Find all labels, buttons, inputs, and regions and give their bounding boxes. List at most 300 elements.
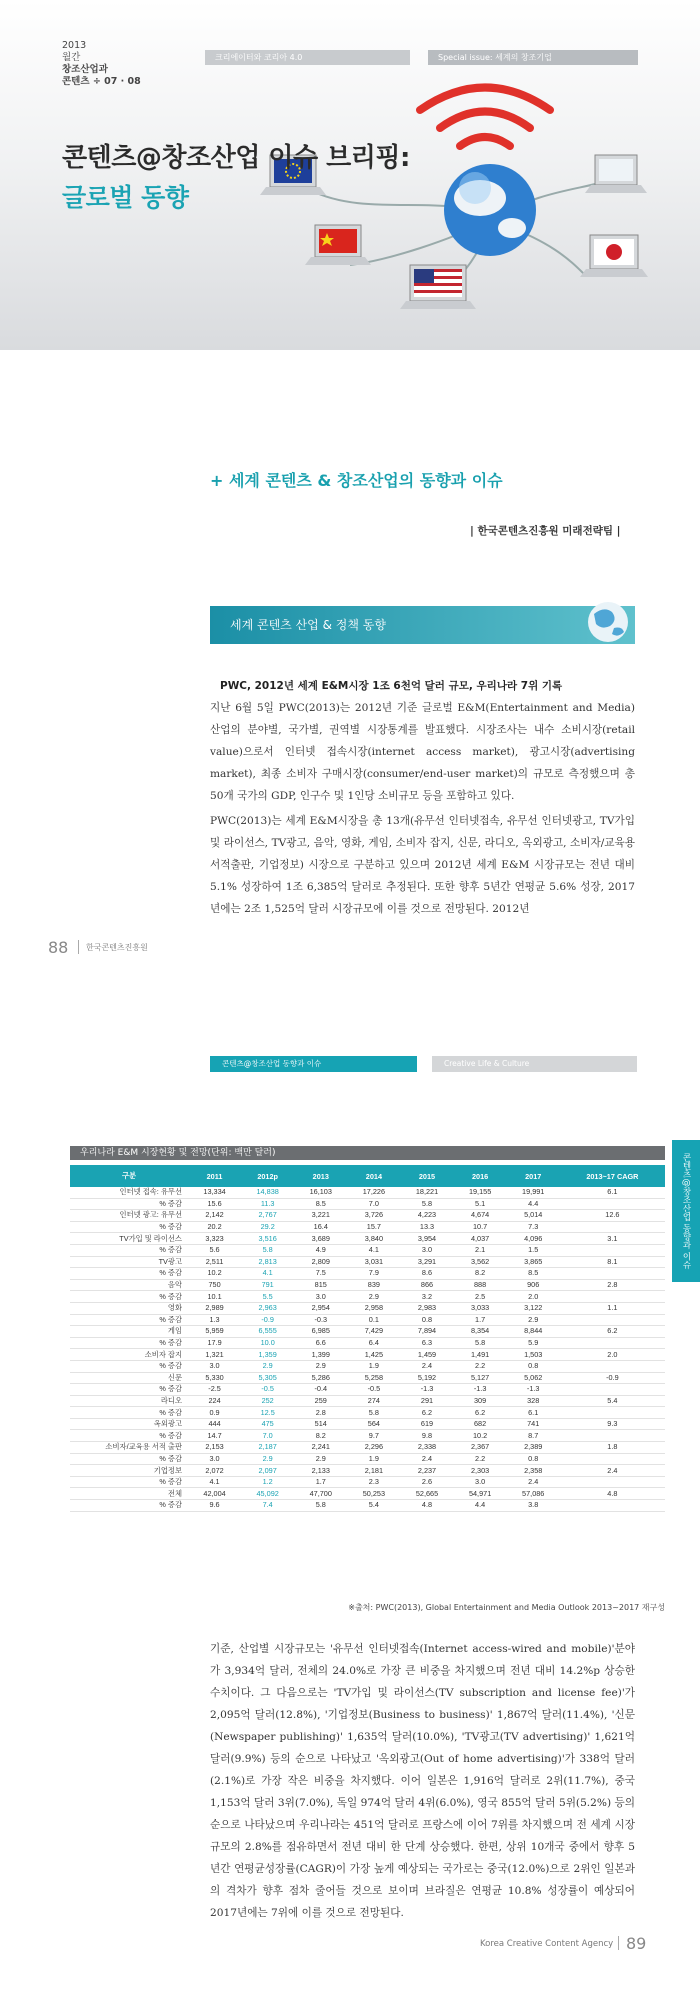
table-cell: 5.1 [454, 1198, 507, 1210]
table-cell: 5,330 [188, 1372, 241, 1384]
table-row [70, 1210, 665, 1222]
table-cell: 9.6 [188, 1500, 241, 1512]
table-header-cell: 2013~17 CAGR [560, 1165, 665, 1187]
table-cell: 3,323 [188, 1233, 241, 1245]
table-cell: -0.3 [294, 1314, 347, 1326]
table-row [70, 1221, 665, 1233]
side-tab-label: 콘텐츠@창조산업 동향과 이슈 [681, 1153, 691, 1269]
table-row [70, 1244, 665, 1256]
table-cell: 5.8 [454, 1337, 507, 1349]
footer-divider [618, 1936, 619, 1950]
table-header-cell: 2012p [241, 1165, 294, 1187]
table-cell: 0.1 [347, 1314, 400, 1326]
table-cell: 3,516 [241, 1233, 294, 1245]
table-cell: 2,241 [294, 1442, 347, 1454]
table-cell: 7.0 [241, 1430, 294, 1442]
table-cell [560, 1500, 665, 1512]
article-subtitle: 글로벌 동향 [62, 183, 189, 212]
table-cell: 4.8 [560, 1488, 665, 1500]
table-cell: 5.9 [507, 1337, 560, 1349]
table-cell: 4.8 [400, 1500, 453, 1512]
table-cell: 2,142 [188, 1210, 241, 1222]
table-cell: 8,354 [454, 1326, 507, 1338]
table-cell: 274 [347, 1395, 400, 1407]
table-cell: 12.5 [241, 1407, 294, 1419]
section-heading: + 세계 콘텐츠 & 창조산업의 동향과 이슈 [210, 471, 503, 490]
market-table [70, 1165, 665, 1512]
table-cell: 750 [188, 1279, 241, 1291]
paragraph-3: 기준, 산업별 시장규모는 '유무선 인터넷접속(Internet access-wired and mobile)'분야가 3,934억 달러, 전체의 24.0%로 가장 큰 비중을 차지했으며 전년 대비 14.2%p 상승한 수치이다. 그 다음으로는 'TV가입 및 라이선스(TV subscription and license fee)'가 2,095억 달러(12.8%), '기업정보(Business to business)' 1,867억 달러(11.4%), '신문(Newspaper publishing)' 1,635억 달러(10.0%), 'TV광고(TV advertising)' 1,621억 달러(9.9%) 등의 순으로 나타났고 '옥외광고(Out of home advertising)'가 338억 달러(2.1%)로 가장 작은 비중을 차지했다. 이어 일본은 1,916억 달러로 2위(11.7%), 중국 1,153억 달러 3위(7.0%), 독일 974억 달러 4위(6.0%), 영국 855억 달러 5위(5.2%) 등의 순으로 나타났으며 우리나라는 451억 달러로 프랑스에 이어 7위를 차지했으며 전 세계 시장규모의 2.8%를 점유하면서 전년 대비 한 단계 상승했다. 한편, 상위 10개국 중에서 향후 5년간 연평균성장률(CAGR)이 가장 높게 예상되는 국가로는 중국(12.0%)으로 2위인 일본과의 격차가 향후 점차 줄어들 것으로 보이며 브라질은 연평균 10.8% 성장률이 예상되어 2017년에는 7위에 이를 것으로 전망된다. [210, 1643, 635, 1919]
table-row [70, 1268, 665, 1280]
table-cell: 15.6 [188, 1198, 241, 1210]
table-row-label: % 증감 [70, 1453, 188, 1465]
table-cell [560, 1337, 665, 1349]
china-flag-laptop-icon [305, 225, 371, 265]
table-cell: 8.2 [294, 1430, 347, 1442]
table-row-label: TV광고 [70, 1256, 188, 1268]
table-cell [560, 1198, 665, 1210]
table-cell: 7,429 [347, 1326, 400, 1338]
table-cell: 15.7 [347, 1221, 400, 1233]
table-cell: 2,989 [188, 1302, 241, 1314]
table-cell: 6.1 [560, 1187, 665, 1198]
table-cell: 1.3 [188, 1314, 241, 1326]
table-cell: 839 [347, 1279, 400, 1291]
table-cell: -1.3 [454, 1384, 507, 1396]
table-cell: -2.5 [188, 1384, 241, 1396]
table-cell: 16,103 [294, 1187, 347, 1198]
table-row-label: % 증감 [70, 1360, 188, 1372]
table-cell: 3,954 [400, 1233, 453, 1245]
table-row-label: % 증감 [70, 1430, 188, 1442]
table-cell: 1.7 [294, 1476, 347, 1488]
table-cell: 2,237 [400, 1465, 453, 1477]
table-cell: 4,223 [400, 1210, 453, 1222]
table-row-label: % 증감 [70, 1476, 188, 1488]
table-cell: 3,221 [294, 1210, 347, 1222]
issue-year: 2013 [62, 40, 87, 51]
table-cell: 3,122 [507, 1302, 560, 1314]
table-row-label: 기업정보 [70, 1465, 188, 1477]
table-cell: 18,221 [400, 1187, 453, 1198]
globe-icon [444, 164, 536, 256]
table-cell: 6.1 [507, 1407, 560, 1419]
table-cell: -1.3 [507, 1384, 560, 1396]
table-cell: 5,286 [294, 1372, 347, 1384]
issue-meta [62, 40, 141, 88]
table-cell: 2.2 [454, 1360, 507, 1372]
table-cell: 5.4 [560, 1395, 665, 1407]
page-number-88: 88 [48, 938, 69, 957]
table-cell: -1.3 [400, 1384, 453, 1396]
table-row-label: % 증감 [70, 1384, 188, 1396]
table-cell: 45,092 [241, 1488, 294, 1500]
article-title: 콘텐츠@창조산업 이슈 브리핑: [62, 143, 410, 173]
table-cell: 224 [188, 1395, 241, 1407]
table-cell: 1,425 [347, 1349, 400, 1361]
table-row-label: 신문 [70, 1372, 188, 1384]
table-cell: 12.6 [560, 1210, 665, 1222]
network-illustration [250, 70, 680, 320]
table-cell: 3,840 [347, 1233, 400, 1245]
table-cell: 3,726 [347, 1210, 400, 1222]
table-cell: 3,865 [507, 1256, 560, 1268]
table-cell: 8.5 [294, 1198, 347, 1210]
table-row-label: 영화 [70, 1302, 188, 1314]
table-cell: 2.9 [294, 1453, 347, 1465]
table-row [70, 1233, 665, 1245]
table-cell: 2.4 [400, 1453, 453, 1465]
table-cell: 4.1 [188, 1476, 241, 1488]
table-cell: 2,954 [294, 1302, 347, 1314]
table-cell: 1,503 [507, 1349, 560, 1361]
table-row [70, 1337, 665, 1349]
table-cell: 4.1 [241, 1268, 294, 1280]
table-cell: 2,963 [241, 1302, 294, 1314]
table-row-label: % 증감 [70, 1407, 188, 1419]
table-cell: 9.7 [347, 1430, 400, 1442]
table-cell: 2.0 [507, 1291, 560, 1303]
table-cell: 3.0 [400, 1244, 453, 1256]
table-cell: 7,894 [400, 1326, 453, 1338]
table-cell: 619 [400, 1418, 453, 1430]
table-cell: 2.0 [560, 1349, 665, 1361]
table-cell: 1.1 [560, 1302, 665, 1314]
table-cell: 4.4 [507, 1198, 560, 1210]
table-cell: 5.8 [241, 1244, 294, 1256]
table-cell: 1.5 [507, 1244, 560, 1256]
table-row [70, 1500, 665, 1512]
table-cell: 16.4 [294, 1221, 347, 1233]
table-cell: 815 [294, 1279, 347, 1291]
table-cell: 8.1 [560, 1256, 665, 1268]
table-cell: 2,983 [400, 1302, 453, 1314]
table-cell: 4,096 [507, 1233, 560, 1245]
table-cell [560, 1291, 665, 1303]
table-cell [560, 1244, 665, 1256]
table-row-label: TV가입 및 라이선스 [70, 1233, 188, 1245]
table-row-label: 라디오 [70, 1395, 188, 1407]
table-cell: 5,192 [400, 1372, 453, 1384]
table-cell: -0.9 [560, 1372, 665, 1384]
table-cell: 19,991 [507, 1187, 560, 1198]
table-cell: 6.6 [294, 1337, 347, 1349]
table-row-label: % 증감 [70, 1198, 188, 1210]
table-header-cell: 2011 [188, 1165, 241, 1187]
table-cell: 2,181 [347, 1465, 400, 1477]
table-row-label: % 증감 [70, 1291, 188, 1303]
table-cell: 2,358 [507, 1465, 560, 1477]
page-number-89: 89 [626, 1934, 647, 1953]
table-cell: 5,014 [507, 1210, 560, 1222]
table-cell [560, 1221, 665, 1233]
table-cell: 29.2 [241, 1221, 294, 1233]
table-cell: 5,127 [454, 1372, 507, 1384]
table-row [70, 1187, 665, 1198]
table-row [70, 1279, 665, 1291]
table-cell: 8.6 [400, 1268, 453, 1280]
topic-banner-label: 세계 콘텐츠 산업 & 정책 동향 [230, 618, 386, 632]
table-cell: 5.8 [400, 1198, 453, 1210]
table-cell: 8.7 [507, 1430, 560, 1442]
table-row-label: % 증감 [70, 1268, 188, 1280]
table-cell: 1,359 [241, 1349, 294, 1361]
table-cell: 4.9 [294, 1244, 347, 1256]
table-cell: 5.8 [347, 1407, 400, 1419]
table-cell: 52,665 [400, 1488, 453, 1500]
table-cell: 5.8 [294, 1500, 347, 1512]
table-row [70, 1488, 665, 1500]
author-line: | 한국콘텐츠진흥원 미래전략팀 | [470, 525, 621, 537]
table-row [70, 1291, 665, 1303]
table-cell: 4,674 [454, 1210, 507, 1222]
table-row [70, 1314, 665, 1326]
table-cell: 2.4 [507, 1476, 560, 1488]
table-cell: 9.8 [400, 1430, 453, 1442]
table-cell: 682 [454, 1418, 507, 1430]
banner-globe-icon [576, 596, 636, 646]
issue-line1: 월간 [62, 52, 81, 63]
table-cell: 888 [454, 1279, 507, 1291]
table-cell: 1,459 [400, 1349, 453, 1361]
subheading: PWC, 2012년 세계 E&M시장 1조 6천억 달러 규모, 우리나라 7위 기록 [220, 680, 563, 692]
table-row [70, 1326, 665, 1338]
paragraph-2: PWC(2013)는 세계 E&M시장을 총 13개(유무선 인터넷접속, 유무선 인터넷광고, TV가입 및 라이선스, TV광고, 음악, 영화, 게임, 소비자 잡지, 신문, 라디오, 옥외광고, 소비자/교육용 서적출판, 기업정보) 시장으로 구분하고 있으며 2012년 세계 E&M 시장규모는 전년 대비 5.1% 성장하여 1조 6,385억 달러로 추정된다. 또한 향후 5년간 연평균 5.6% 성장, 2017년에는 2조 1,525억 달러 시장규모에 이를 것으로 전망된다. 2012년 [210, 815, 635, 915]
table-row [70, 1418, 665, 1430]
table-cell [560, 1360, 665, 1372]
table-row-label: 음악 [70, 1279, 188, 1291]
table-cell: 2,511 [188, 1256, 241, 1268]
table-cell: 0.8 [507, 1360, 560, 1372]
table-row [70, 1476, 665, 1488]
japan-flag-laptop-icon [580, 235, 648, 277]
table-cell: 514 [294, 1418, 347, 1430]
table-cell: -0.5 [241, 1384, 294, 1396]
table-cell: 10.7 [454, 1221, 507, 1233]
table-cell [560, 1314, 665, 1326]
table-cell: 2.6 [400, 1476, 453, 1488]
table-row [70, 1256, 665, 1268]
table-cell: 17.9 [188, 1337, 241, 1349]
wifi-signal-icon [420, 88, 550, 147]
table-cell: 2,767 [241, 1210, 294, 1222]
table-cell: 6.2 [560, 1326, 665, 1338]
table-cell: 259 [294, 1395, 347, 1407]
table-row-label: % 증감 [70, 1337, 188, 1349]
table-cell: 7.3 [507, 1221, 560, 1233]
table-cell: 2.5 [454, 1291, 507, 1303]
table-cell: 741 [507, 1418, 560, 1430]
table-row [70, 1395, 665, 1407]
table-cell: 6.3 [400, 1337, 453, 1349]
table-cell: 2.4 [560, 1465, 665, 1477]
table-cell: 7.4 [241, 1500, 294, 1512]
table-cell: 309 [454, 1395, 507, 1407]
table-cell: 3.2 [400, 1291, 453, 1303]
table-row-label: 소비자 잡지 [70, 1349, 188, 1361]
laptop-icon [585, 155, 647, 193]
table-cell: 7.5 [294, 1268, 347, 1280]
table-cell: 2,303 [454, 1465, 507, 1477]
table-cell: 14.7 [188, 1430, 241, 1442]
table-cell: 6.4 [347, 1337, 400, 1349]
issue-line3: 콘텐츠 ÷ 07 · 08 [62, 76, 141, 87]
table-cell: 2,809 [294, 1256, 347, 1268]
table-row [70, 1453, 665, 1465]
table-cell: 5,305 [241, 1372, 294, 1384]
table-header-cell: 2015 [400, 1165, 453, 1187]
table-cell: 2.8 [294, 1407, 347, 1419]
table-row [70, 1407, 665, 1419]
table-cell: 2,338 [400, 1442, 453, 1454]
table-row-label: % 증감 [70, 1221, 188, 1233]
table-cell: 2,153 [188, 1442, 241, 1454]
table-cell: 3,031 [347, 1256, 400, 1268]
table-cell: 475 [241, 1418, 294, 1430]
table-row-label: % 증감 [70, 1500, 188, 1512]
table-cell: 54,971 [454, 1488, 507, 1500]
table-cell: 2,072 [188, 1465, 241, 1477]
running-head-right: Creative Life & Culture [432, 1056, 637, 1072]
table-row-label: 인터넷 광고: 유무선 [70, 1210, 188, 1222]
table-row [70, 1349, 665, 1361]
table-cell: 20.2 [188, 1221, 241, 1233]
table-header-cell: 2013 [294, 1165, 347, 1187]
table-cell: 6.2 [400, 1407, 453, 1419]
table-cell: 4,037 [454, 1233, 507, 1245]
table-cell: -0.4 [294, 1384, 347, 1396]
table-cell: 1.2 [241, 1476, 294, 1488]
table-cell: 10.2 [188, 1268, 241, 1280]
table-cell: 5.5 [241, 1291, 294, 1303]
table-cell: 7.0 [347, 1198, 400, 1210]
table-header-cell: 2017 [507, 1165, 560, 1187]
table-row [70, 1360, 665, 1372]
table-cell: 2.2 [454, 1453, 507, 1465]
table-cell: 3.0 [454, 1476, 507, 1488]
table-cell: 444 [188, 1418, 241, 1430]
table-cell: 2,187 [241, 1442, 294, 1454]
table-cell: 2.9 [241, 1360, 294, 1372]
table-cell: 3,562 [454, 1256, 507, 1268]
running-head-left: 콘텐츠@창조산업 동향과 이슈 [210, 1056, 417, 1072]
table-cell: 11.3 [241, 1198, 294, 1210]
table-cell: 1.7 [454, 1314, 507, 1326]
table-cell: 47,700 [294, 1488, 347, 1500]
table-cell: 2,958 [347, 1302, 400, 1314]
table-cell: 3.0 [188, 1360, 241, 1372]
footer-divider [78, 940, 79, 954]
paragraph-1: 지난 6월 5일 PWC(2013)는 2012년 기준 글로벌 E&M(Entertainment and Media) 산업의 분야별, 국가별, 권역별 시장통계를 발표했다. 시장조사는 내수 소비시장(retail value)으로서 인터넷 접속시장(internet access market), 광고시장(advertising market), 최종 소비자 구매시장(consumer/end-user market)의 규모로 측정했으며 총 50개 국가의 GDP, 인구수 및 1인당 소비규모 등을 포함하고 있다. [210, 702, 635, 802]
table-cell: 1.8 [560, 1442, 665, 1454]
table-cell: 1,491 [454, 1349, 507, 1361]
table-cell: 0.8 [507, 1453, 560, 1465]
table-cell [560, 1384, 665, 1396]
table-cell: 8.5 [507, 1268, 560, 1280]
table-row-label: 게임 [70, 1326, 188, 1338]
table-row-label: 소비자/교육용 서적 출판 [70, 1442, 188, 1454]
table-source: ※출처: PWC(2013), Global Entertainment and Media Outlook 2013~2017 재구성 [348, 1603, 665, 1612]
table-cell: 3.8 [507, 1500, 560, 1512]
table-row-label: 전체 [70, 1488, 188, 1500]
section-tag-left: 크리에이터와 코리아 4.0 [205, 50, 410, 65]
usa-flag-laptop-icon [400, 265, 476, 309]
table-cell: 2.9 [294, 1360, 347, 1372]
table-row [70, 1442, 665, 1454]
table-header-cell: 2016 [454, 1165, 507, 1187]
table-cell: 252 [241, 1395, 294, 1407]
table-cell: 1.9 [347, 1453, 400, 1465]
table-cell: 2.9 [507, 1314, 560, 1326]
table-cell: 6,555 [241, 1326, 294, 1338]
table-cell: 1,399 [294, 1349, 347, 1361]
table-title: 우리나라 E&M 시장현황 및 전망(단위: 백만 달러) [80, 1148, 276, 1158]
table-cell: 10.2 [454, 1430, 507, 1442]
table-cell: 13.3 [400, 1221, 453, 1233]
table-cell: 14,838 [241, 1187, 294, 1198]
table-header-row [70, 1165, 665, 1187]
table-cell: 3,033 [454, 1302, 507, 1314]
table-cell [560, 1476, 665, 1488]
table-cell [560, 1407, 665, 1419]
table-cell: 2,133 [294, 1465, 347, 1477]
table-cell: 0.9 [188, 1407, 241, 1419]
table-row [70, 1372, 665, 1384]
table-row [70, 1465, 665, 1477]
table-cell: 3,291 [400, 1256, 453, 1268]
table-cell: 10.0 [241, 1337, 294, 1349]
table-cell: 8,844 [507, 1326, 560, 1338]
table-row [70, 1302, 665, 1314]
table-cell [560, 1430, 665, 1442]
table-cell: 3.0 [188, 1453, 241, 1465]
table-cell: 2,097 [241, 1465, 294, 1477]
table-cell: 5.6 [188, 1244, 241, 1256]
table-cell [560, 1268, 665, 1280]
footer-label-right: Korea Creative Content Agency [480, 1939, 614, 1949]
table-cell: 5,062 [507, 1372, 560, 1384]
table-cell: 1.9 [347, 1360, 400, 1372]
table-cell: 8.2 [454, 1268, 507, 1280]
table-cell: 5,959 [188, 1326, 241, 1338]
table-cell: 13,334 [188, 1187, 241, 1198]
table-cell: 3.0 [294, 1291, 347, 1303]
table-row [70, 1430, 665, 1442]
table-cell [560, 1453, 665, 1465]
table-row-label: % 증감 [70, 1314, 188, 1326]
table-cell: 2.4 [400, 1360, 453, 1372]
table-cell: 4.4 [454, 1500, 507, 1512]
table-cell: 0.8 [400, 1314, 453, 1326]
table-cell: -0.9 [241, 1314, 294, 1326]
table-cell: 3,689 [294, 1233, 347, 1245]
table-cell: 906 [507, 1279, 560, 1291]
table-cell: 5,258 [347, 1372, 400, 1384]
table-cell: -0.5 [347, 1384, 400, 1396]
table-row-label: 인터넷 접속: 유무선 [70, 1187, 188, 1198]
table-row-label: 옥외광고 [70, 1418, 188, 1430]
table-cell: 2,296 [347, 1442, 400, 1454]
table-header-cell: 2014 [347, 1165, 400, 1187]
table-row [70, 1384, 665, 1396]
issue-line2: 창조산업과 [62, 64, 108, 75]
table-cell: 2.8 [560, 1279, 665, 1291]
table-cell: 50,253 [347, 1488, 400, 1500]
table-cell: 2.9 [241, 1453, 294, 1465]
table-cell: 6.2 [454, 1407, 507, 1419]
table-cell: 1,321 [188, 1349, 241, 1361]
footer-label-left: 한국콘텐츠진흥원 [86, 943, 148, 952]
